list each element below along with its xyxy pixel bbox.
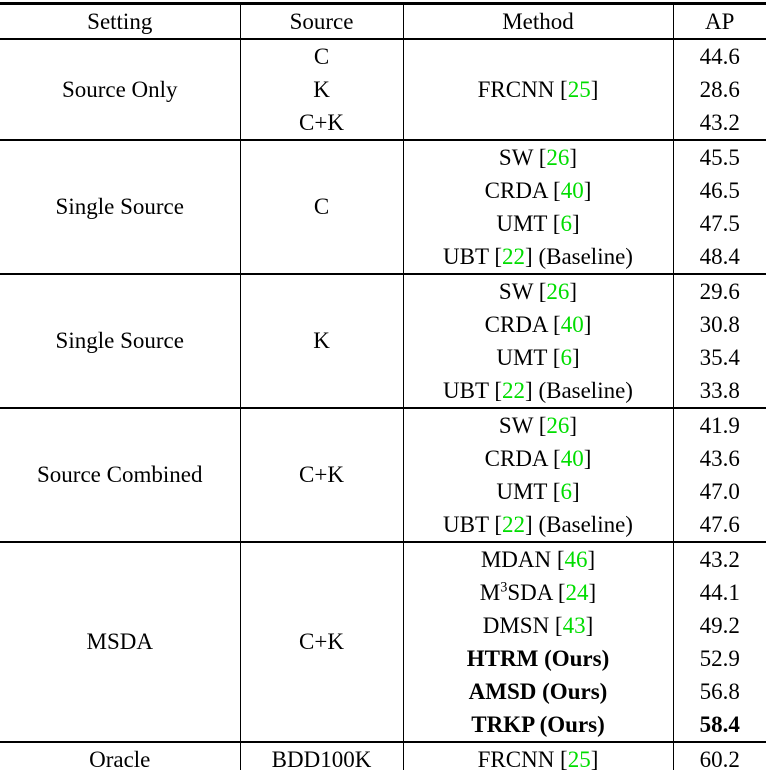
table-row [0,140,766,174]
setting-cell: Oracle [0,742,240,770]
source-cell: K [240,274,403,408]
method-cell [403,174,673,207]
method-text: ] [587,546,596,572]
superscript: 3 [500,579,508,596]
source-cell: C+K [240,542,403,742]
method-cell [403,708,673,742]
header-row [0,4,766,40]
citation-number: 26 [546,144,570,170]
ap-cell: 29.6 [699,278,740,304]
ap-cell: 47.5 [699,210,740,236]
method-text: UBT [ [443,243,503,269]
citation-number: 26 [546,412,570,438]
method-text: HTRM (Ours) [466,645,610,671]
group-msda [0,542,766,742]
table-row [0,742,766,770]
ap-cell: 41.9 [699,412,740,438]
ap-cell: 47.0 [699,478,740,504]
method-text: ] [583,311,592,337]
citation-number: 43 [562,612,586,638]
method-text: ] [590,76,599,102]
col-header-method: Method [403,4,673,40]
method-text: SW [ [498,278,547,304]
setting-cell: MSDA [0,542,240,742]
group-source-only [0,39,766,140]
setting-cell: Single Source [0,140,240,274]
citation-number: 22 [502,377,526,403]
method-cell [403,508,673,542]
ap-cell: 35.4 [699,344,740,370]
table-header [0,4,766,40]
citation-number: 22 [502,511,526,537]
setting-cell: Source Only [0,39,240,140]
method-text: ] [588,579,597,605]
table-row [0,408,766,442]
method-text: ] [571,210,580,236]
ap-cell: 48.4 [699,243,740,269]
citation-number: 6 [560,344,572,370]
method-text: SW [ [498,144,547,170]
col-header-setting: Setting [0,4,240,40]
method-text: CRDA [ [484,177,561,203]
ap-cell: 60.2 [699,746,740,770]
method-text: UMT [ [496,478,561,504]
table-row [0,274,766,308]
method-text: UBT [ [443,511,503,537]
setting-cell: Source Combined [0,408,240,542]
method-cell [403,39,673,140]
ap-cell: 28.6 [699,76,740,102]
source-cell: C+K [240,106,403,140]
method-text: ] (Baseline) [525,377,633,403]
method-text: ] [585,612,594,638]
citation-number: 40 [560,177,584,203]
ap-cell: 30.8 [699,311,740,337]
ap-cell: 43.2 [699,109,740,135]
ap-cell: 43.2 [699,546,740,572]
ap-cell: 58.4 [699,711,740,737]
method-cell [403,475,673,508]
method-cell [403,308,673,341]
method-text: AMSD (Ours) [468,678,608,704]
ap-cell: 44.6 [699,43,740,69]
citation-number: 40 [560,311,584,337]
method-cell [403,642,673,675]
citation-number: 6 [560,210,572,236]
results-table [0,2,766,770]
method-cell [403,742,673,770]
method-text: MDAN [ [480,546,565,572]
ap-cell: 43.6 [699,445,740,471]
group-single-source [0,274,766,408]
method-text: UMT [ [496,344,561,370]
citation-number: 40 [560,445,584,471]
ap-cell: 33.8 [699,377,740,403]
method-cell [403,140,673,174]
method-text: M [479,579,501,605]
method-text: ] [569,144,578,170]
method-text: ] (Baseline) [525,511,633,537]
citation-number: 46 [564,546,588,572]
source-cell: C [240,39,403,73]
method-text: ] [583,177,592,203]
method-cell [403,274,673,308]
ap-cell: 52.9 [699,645,740,671]
ap-cell: 46.5 [699,177,740,203]
method-text: DMSN [ [482,612,563,638]
method-cell [403,442,673,475]
source-cell: K [240,73,403,106]
method-text: ] [583,445,592,471]
method-text: ] [571,478,580,504]
group-oracle [0,742,766,770]
source-cell: C+K [240,408,403,542]
method-text: ] [571,344,580,370]
ap-cell: 44.1 [699,579,740,605]
citation-number: 22 [502,243,526,269]
source-cell: BDD100K [240,742,403,770]
group-source-combined [0,408,766,542]
method-text: UMT [ [496,210,561,236]
method-cell [403,341,673,374]
method-text: SW [ [498,412,547,438]
method-text: FRCNN [ [477,76,568,102]
method-cell [403,374,673,408]
method-text: FRCNN [ [477,746,568,770]
ap-cell: 56.8 [699,678,740,704]
method-text: UBT [ [443,377,503,403]
source-cell: C [240,140,403,274]
table-row [0,542,766,576]
setting-cell: Single Source [0,274,240,408]
col-header-ap: AP [705,8,735,34]
group-single-source [0,140,766,274]
ap-cell: 47.6 [699,511,740,537]
ap-cell: 49.2 [699,612,740,638]
method-text: CRDA [ [484,445,561,471]
method-cell [403,408,673,442]
method-cell [403,576,673,609]
citation-number: 24 [565,579,589,605]
method-cell [403,542,673,576]
col-header-source: Source [240,4,403,40]
ap-cell: 45.5 [699,144,740,170]
citation-number: 6 [560,478,572,504]
table-row [0,39,766,73]
citation-number: 26 [546,278,570,304]
method-text: ] [569,278,578,304]
citation-number: 25 [567,76,591,102]
method-text: ] [569,412,578,438]
method-text: CRDA [ [484,311,561,337]
method-cell [403,675,673,708]
method-cell [403,609,673,642]
method-text: SDA [ [507,579,566,605]
method-text: ] [590,746,599,770]
citation-number: 25 [567,746,591,770]
method-text: TRKP (Ours) [471,711,605,737]
method-cell [403,207,673,240]
method-cell [403,240,673,274]
method-text: ] (Baseline) [525,243,633,269]
